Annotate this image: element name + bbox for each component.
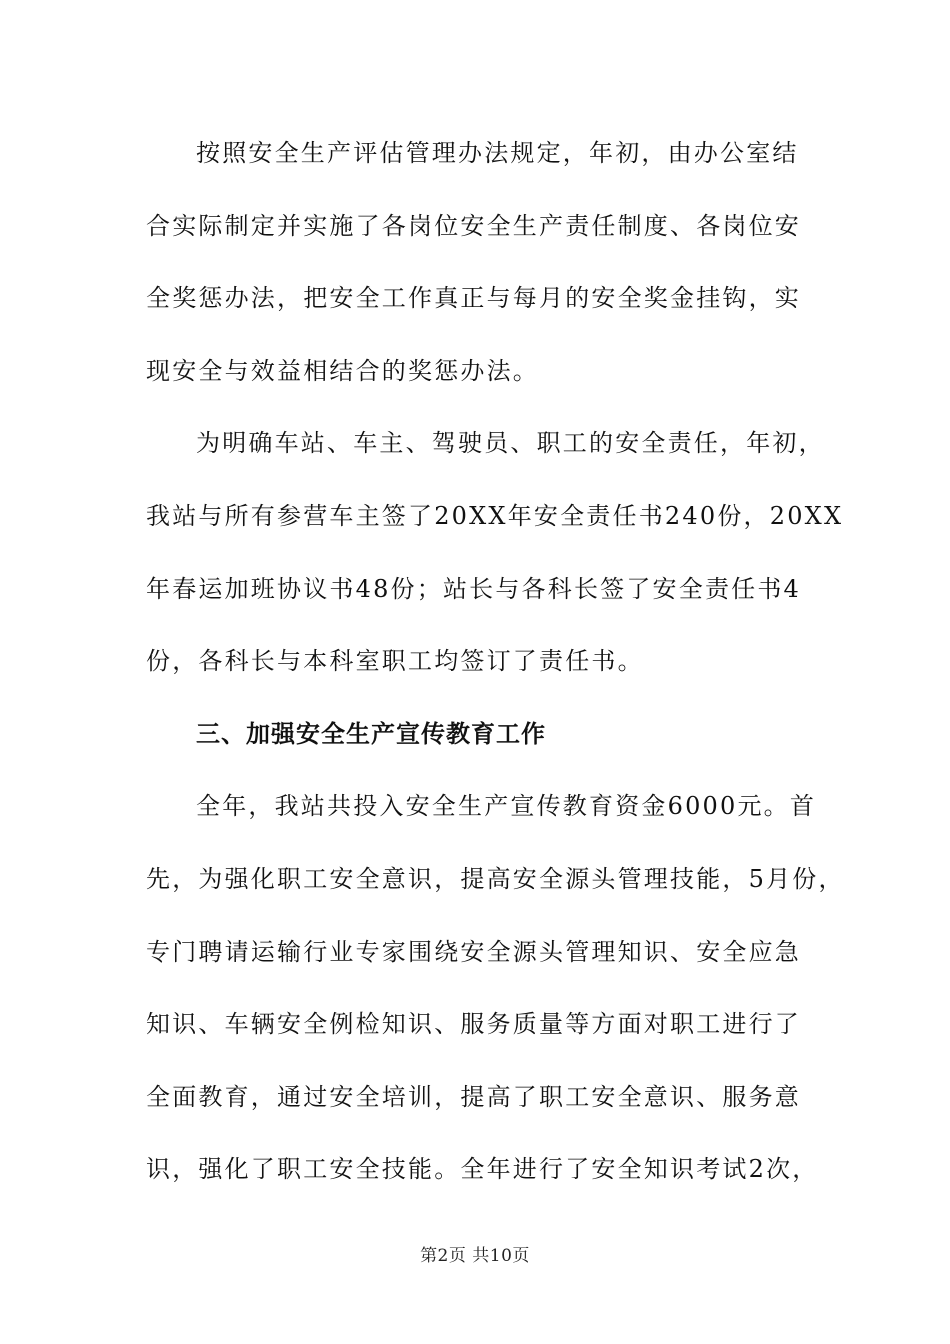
paragraph-line: 先，为强化职工安全意识，提高安全源头管理技能，5月份，: [146, 864, 845, 893]
paragraph-line: 年春运加班协议书48份；站长与各科长签了安全责任书4: [146, 574, 802, 603]
paragraph-line: 合实际制定并实施了各岗位安全生产责任制度、各岗位安: [146, 211, 801, 240]
paragraph-line: 知识、车辆安全例检知识、服务质量等方面对职工进行了: [146, 1010, 801, 1039]
paragraph-line: 专门聘请运输行业专家围绕安全源头管理知识、安全应急: [146, 937, 801, 966]
document-body: [146, 130, 845, 1219]
paragraph-line: 现安全与效益相结合的奖惩办法。: [146, 356, 539, 385]
paragraph-line: 全奖惩办法，把安全工作真正与每月的安全奖金挂钩，实: [146, 284, 801, 313]
paragraph-line: 份，各科长与本科室职工均签订了责任书。: [146, 647, 644, 676]
paragraph-line: 识，强化了职工安全技能。全年进行了安全知识考试2次，: [146, 1155, 819, 1184]
paragraph-line: 为明确车站、车主、驾驶员、职工的安全责任，年初，: [196, 429, 825, 458]
paragraph-line: 我站与所有参营车主签了20XX年安全责任书240份，20XX: [146, 501, 844, 530]
paragraph-line: 按照安全生产评估管理办法规定，年初，由办公室结: [196, 139, 799, 167]
section-heading: 三、加强安全生产宣传教育工作: [196, 719, 546, 748]
paragraph-line: 全年，我站共投入安全生产宣传教育资金6000元。首: [196, 792, 817, 821]
paragraph-line: 全面教育，通过安全培训，提高了职工安全意识、服务意: [146, 1082, 801, 1111]
page-number-footer: 第2页 共10页: [420, 1246, 530, 1266]
